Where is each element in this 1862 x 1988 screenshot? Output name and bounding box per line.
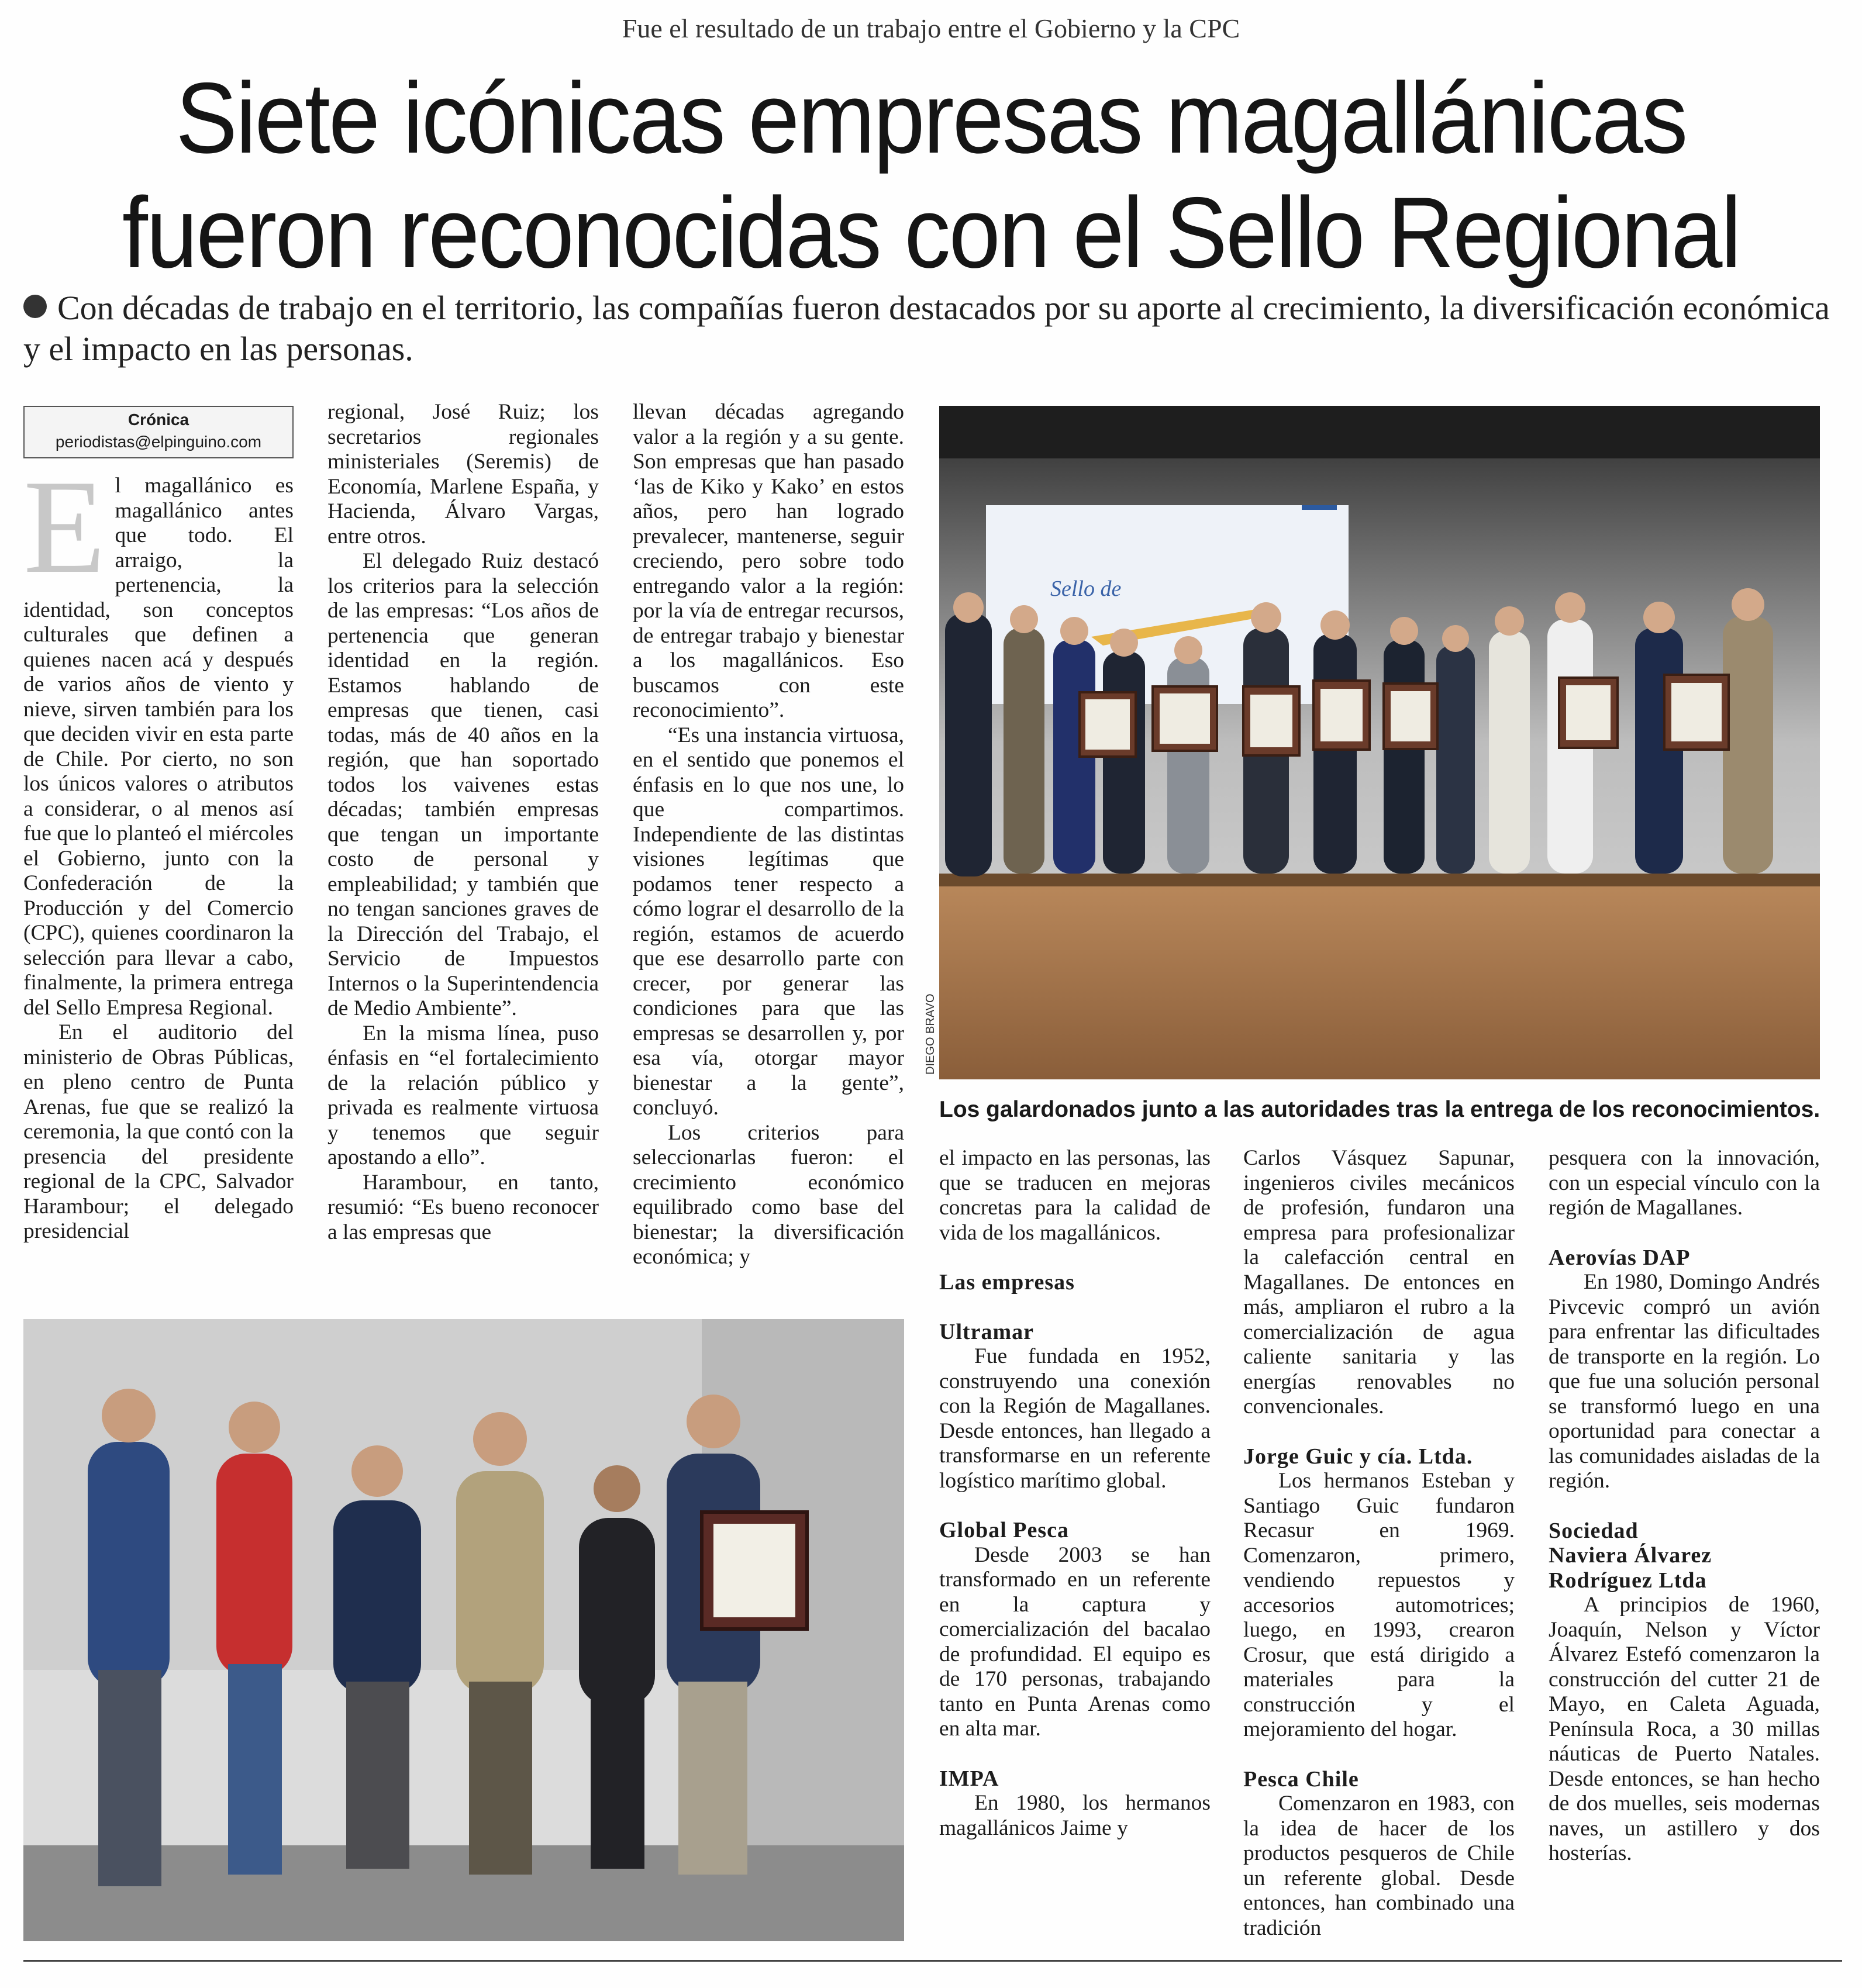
paragraph: el impacto en las personas, las que se traducen en mejoras concretas para la calidad de vida de los magallánicos. — [939, 1146, 1211, 1245]
bullet-icon — [23, 295, 47, 318]
photo-group-with-award — [23, 1319, 904, 1941]
deck — [23, 288, 1842, 370]
deck-text: Con décadas de trabajo en el territorio, las compañías fueron destacados por su aporte al crecimiento, la diversificación económica y el impacto en las personas. — [23, 289, 1830, 368]
headline — [74, 61, 1787, 290]
subhead-naviera-1: Sociedad — [1549, 1518, 1639, 1543]
paragraph: Carlos Vásquez Sapunar, ingenieros civiles mecánicos de profesión, fundaron una empresa para profesionalizar la calefacción central en Magallanes. De entonces en más, ampliaron el rubro a la comercialización de agua caliente sanitaria y las energías renovables no convencionales. — [1243, 1146, 1515, 1418]
article-column-1 — [23, 474, 294, 1298]
photo-group-with-award-image — [23, 1319, 904, 1941]
subhead-aerovias-dap: Aerovías DAP — [1549, 1245, 1691, 1270]
paragraph: En 1980, los hermanos magallánicos Jaime y — [939, 1791, 1211, 1840]
photo-credit: DIEGO BRAVO — [924, 993, 937, 1075]
byline-box — [23, 406, 294, 458]
subhead-naviera-3: Rodríguez Ltda — [1549, 1568, 1707, 1593]
subhead-ultramar: Ultramar — [939, 1319, 1035, 1344]
paragraph: regional, José Ruiz; los secretarios regionales ministeriales (Seremis) de Economía, Marlene España, y Hacienda, Álvaro Vargas, entre otros. — [327, 400, 599, 548]
byline-email[interactable]: periodistas@elpinguino.com — [55, 433, 262, 451]
photo-caption: Los galardonados junto a las autoridades tras la entrega de los reconocimientos. — [939, 1097, 1820, 1122]
article-column-4 — [939, 1146, 1211, 1947]
paragraph: El delegado Ruiz destacó los criterios para la selección de las empresas: “Los años de pertenencia que generan identidad en la región. Estamos hablando de empresas que tienen, casi todas, más de 40 años en la región, que han soportado todos los vaivenes estas décadas; también empresas que tengan un importante costo de personal y empleabilidad; y también que no tengan sanciones graves de la Dirección del Trabajo, el Servicio de Impuestos Internos o la Superintendencia de Medio Ambiente”. — [327, 549, 599, 1020]
drop-cap: E — [23, 474, 106, 601]
subhead-global-pesca: Global Pesca — [939, 1518, 1070, 1542]
paragraph: Desde 2003 se han transformado en un referente en la captura y comercialización del bacalao de profundidad. El equipo es de 170 personas, trabajando tanto en Punta Arenas como en alta mar. — [939, 1542, 1211, 1741]
paragraph: Fue fundada en 1952, construyendo una conexión con la Región de Magallanes. Desde entonces, han llegado a transformarse en un referente logístico marítimo global. — [939, 1344, 1211, 1493]
paragraph: A principios de 1960, Joaquín, Nelson y Víctor Álvarez Estefó comenzaron la construcción del cutter 21 de Mayo, en Caleta Aguada, Península Roca, a 30 millas náuticas de Puerto Natales. Desde entonces, se han hecho de dos muelles, seis modernas naves, un astillero y dos hosterías. — [1549, 1593, 1820, 1865]
article-column-6 — [1549, 1146, 1820, 1947]
subhead-jorge-guic: Jorge Guic y cía. Ltda. — [1243, 1444, 1473, 1469]
paragraph: Harambour, en tanto, resumió: “Es bueno reconocer a las empresas que — [327, 1170, 599, 1244]
bottom-rule — [23, 1960, 1842, 1962]
paragraph: En la misma línea, puso énfasis en “el fortalecimiento de la relación público y privada es realmente virtuosa y tenemos que seguir apostando a ello”. — [327, 1021, 599, 1169]
photo-award-ceremony — [939, 406, 1820, 1079]
byline-section: Crónica — [127, 410, 189, 429]
photo-award-ceremony-image — [939, 406, 1820, 1079]
headline-line-2: fueron reconocidas con el Sello Regional — [122, 177, 1740, 289]
subhead-pesca-chile: Pesca Chile — [1243, 1766, 1359, 1792]
paragraph: llevan décadas agregando valor a la región y a su gente. Son empresas que han pasado ‘las de Kiko y Kako’ en estos años, pero han logrado prevalecer, mantenerse, seguir creciendo, pero sobre todo entregando valor a la región: por la vía de entregar recursos, de entregar trabajo y bienestar a los magallánicos. Eso buscamos con este reconocimiento”. — [633, 400, 904, 722]
subhead-impa: IMPA — [939, 1766, 999, 1791]
paragraph: Los criterios para seleccionarlas fueron: el crecimiento económico equilibrado como base del bienestar; la diversificación económica; y — [633, 1120, 904, 1269]
svg-text:Sello de: Sello de — [1050, 577, 1122, 601]
paragraph: “Es una instancia virtuosa, en el sentido que ponemos el énfasis en lo que nos une, lo que compartimos. Independiente de las distintas visiones legítimas que podamos tener respecto a cómo lograr el desarrollo de la región, estamos de acuerdo que ese desarrollo parte con crecer, por generar las condiciones para que las empresas se desarrollen y, por esa vía, otorgar mayor bienestar a la gente”, concluyó. — [633, 723, 904, 1120]
paragraph: En 1980, Domingo Andrés Pivcevic compró un avión para enfrentar las dificultades de transporte en la región. Lo que fue una solución personal se transformó luego en una oportunidad para conectar a las comunidades aisladas de la región. — [1549, 1270, 1820, 1493]
kicker: Fue el resultado de un trabajo entre el Gobierno y la CPC — [622, 13, 1240, 43]
headline-line-1: Siete icónicas empresas magallánicas — [175, 62, 1687, 174]
paragraph: Los hermanos Esteban y Santiago Guic fundaron Recasur en 1969. Comenzaron, primero, vendiendo repuestos y accesorios automotrices; luego, en 1993, crearon Crosur, que está dirigido a materiales para la construcción y el mejoramiento del hogar. — [1243, 1469, 1515, 1741]
paragraph: pesquera con la innovación, con un especial vínculo con la región de Magallanes. — [1549, 1146, 1820, 1220]
article-column-5 — [1243, 1146, 1515, 1947]
article-column-2 — [327, 400, 599, 1298]
subhead-las-empresas: Las empresas — [939, 1270, 1075, 1295]
subhead-naviera-2: Naviera Álvarez — [1549, 1543, 1712, 1568]
paragraph: El magallánico es magallánico antes que todo. El arraigo, la pertenencia, la identidad, son conceptos culturales que definen a quienes nacen acá y después de varios años de viento y nieve, sirven también para los que deciden vivir en esta parte de Chile. Por cierto, no son los únicos valores o atributos a considerar, o al menos así fue que lo planteó el miércoles el Gobierno, junto con la Confederación de la Producción y del Comercio (CPC), quienes coordinaron la selección para llevar a cabo, finalmente, la primera entrega del Sello Empresa Regional. — [23, 474, 294, 1020]
paragraph: En el auditorio del ministerio de Obras Públicas, en pleno centro de Punta Arenas, fue que se realizó la ceremonia, la que contó con la presencia del presidente regional de la CPC, Salvador Harambour; el delegado presidencial — [23, 1020, 294, 1243]
paragraph: Comenzaron en 1983, con la idea de hacer de los productos pesqueros de Chile un referente global. Desde entonces, han combinado una tradición — [1243, 1792, 1515, 1940]
article-column-3 — [633, 400, 904, 1298]
